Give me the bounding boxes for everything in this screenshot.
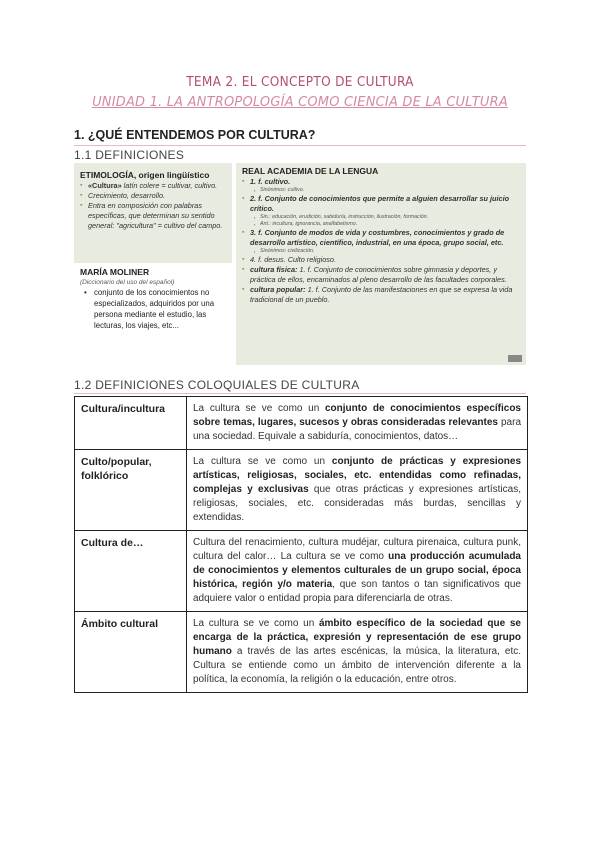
rae-definition: ▪ 4. f. desus. Culto religioso. (242, 255, 520, 265)
row-definition: Cultura del renacimiento, cultura mudéjar, cultura pirenaica, cultura punk, cultura del calor… La cultura se ve como una producción acumulada de conocimientos y elementos culturales de un grupo social, época histórica, región y/o materia, que son tantos o tan significativos que adquiere valor o entidad propia para diferenciarla de otras. (187, 531, 528, 612)
row-definition: La cultura se ve como un conjunto de conocimientos específicos sobre temas, lugares, sucesos y obras consideradas relevantes para una sociedad. Equivale a sabiduría, conocimientos, datos… (187, 397, 528, 450)
etimologia-box (74, 163, 232, 263)
etimologia-bullet: ▪ Crecimiento, desarrollo. (80, 191, 226, 201)
section-heading: 1. ¿QUÉ ENTENDEMOS POR CULTURA? (74, 128, 316, 142)
table-row (75, 531, 528, 612)
row-label: Ámbito cultural (75, 612, 187, 693)
etimologia-bullet: ▪ «Cultura» latín colere = cultivar, cultivo. (80, 181, 226, 191)
rae-synonyms: ▪ Sin.: educación, erudición, sabiduría, instrucción, ilustración, formación. (242, 214, 520, 221)
row-label: Cultura de… (75, 531, 187, 612)
row-definition: La cultura se ve como un conjunto de prácticas y expresiones artísticas, religiosas, sociales, etc. entendidas como refinadas, complejas y exclusivas que otras prácticas y expresiones artísticas, religiosas, sociales, etc. consideradas más burdas, sencillas y extendidas. (187, 450, 528, 531)
rae-antonyms: ▪ Ant.: incultura, ignorancia, analfabetismo. (242, 221, 520, 228)
rae-definition: ▪ cultura popular: 1. f. Conjunto de las manifestaciones en que se expresa la vida tradicional de un pueblo. (242, 285, 520, 305)
table-row (75, 450, 528, 531)
moliner-source: (Diccionario del uso del español) (80, 279, 175, 286)
unit-subtitle: UNIDAD 1. LA ANTROPOLOGÍA COMO CIENCIA DE LA CULTURA (92, 95, 508, 110)
rae-synonyms: ▪ Sinónimos: civilización. (242, 248, 520, 255)
table-row (75, 612, 528, 693)
rae-synonyms: ▪ Sinónimos: cultivo. (242, 187, 520, 194)
row-label: Culto/popular, folklórico (75, 450, 187, 531)
rae-definition: ▪ 1. f. cultivo. (242, 177, 520, 187)
rae-definition: ▪ 2. f. Conjunto de conocimientos que permite a alguien desarrollar su juicio crítico. (242, 194, 520, 214)
moliner-block (74, 267, 232, 331)
subsection-definiciones: 1.1 DEFINICIONES (74, 148, 185, 162)
rae-definition: ▪ cultura física: 1. f. Conjunto de conocimientos sobre gimnasia y deportes, y práctica de ellos, encaminados al pleno desarrollo de las facultades corporales. (242, 265, 520, 285)
table-row (75, 397, 528, 450)
corner-mark (508, 355, 522, 362)
document-title: TEMA 2. EL CONCEPTO DE CULTURA (186, 74, 414, 90)
etimologia-bullet: ▪ Entra en composición con palabras específicas, que determinan su sentido general: "agricultura" = cultivo del campo. (80, 201, 226, 231)
definitions-table (74, 396, 528, 693)
heading-divider (74, 145, 526, 146)
moliner-title: MARÍA MOLINER (80, 267, 150, 277)
subsection-coloquiales: 1.2 DEFINICIONES COLOQUIALES DE CULTURA (74, 378, 360, 392)
subsection-divider (74, 393, 526, 394)
rae-definition: ▪ 3. f. Conjunto de modos de vida y costumbres, conocimientos y grado de desarrollo artístico, científico, industrial, en una época, grupo social, etc. (242, 228, 520, 248)
row-label: Cultura/incultura (75, 397, 187, 450)
etimologia-title: ETIMOLOGÍA, origen lingüístico (80, 170, 210, 180)
moliner-bullet: • conjunto de los conocimientos no especializados, adquiridos por una persona mediante el estudio, las lecturas, los viajes, etc... (80, 287, 226, 331)
row-definition: La cultura se ve como un ámbito específico de la sociedad que se encarga de la práctica, expresión y representación de ese grupo humano a través de las artes escénicas, la música, la literatura, etc. Cultura se entiende como un ámbito de intervención diferente a la política, la economía, la religión o la educación, entre otros. (187, 612, 528, 693)
rae-title: REAL ACADEMIA DE LA LENGUA (242, 166, 379, 176)
definitions-panel (74, 163, 526, 365)
rae-box (236, 163, 526, 365)
